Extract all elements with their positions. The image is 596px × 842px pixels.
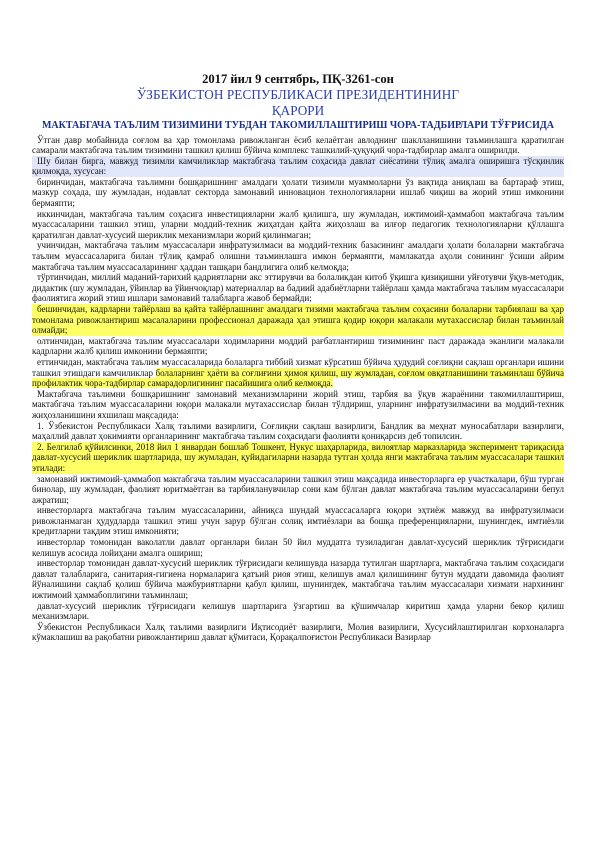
paragraph: Ўтган давр мобайнида соғлом ва ҳар томонлама ривожланган ёсиб келаётган авлоднинг шаклланишини таъминлашга қаратилган самарали мактабгача таълим тизимини ташкил қилиш бўйича комплекс ташкилий-ҳуқуқий чора-тадбирлар амалга оширилди. xyxy=(32,134,564,156)
numbered-clause: 1. Ўзбекистон Республикаси Халқ таълими вазирлиги, Соғлиқни сақлаш вазирлиги, Бандлик ва меҳнат муносабатлари вазирлиги, маҳаллий давлат ҳокимияти органларининг мактабгача таълим соҳасидаги фаолияти қониқарсиз деб топилсин. xyxy=(32,420,564,442)
list-item: учинчидан, мактабгача таълим муассасалари инфратузилмаси ва моддий-техник базасининг амалдаги ҳолати болаларни мактабгача таълим муассасаларига билан тўлиқ қамраб олишни таъминлашга имкон бермаяпти, мамлакатда аҳоли сонининг ўсиши айрим мактабгача таълим муассасаларининг ҳаддан ташқари бандлигига олиб келмоқда; xyxy=(32,240,564,272)
list-item: инвесторлар томонидан ваколатли давлат органлари билан 50 йил муддатга тузиладиган давлат-хусусий шериклик тўғрисидаги келишув асосида лойиҳани амалга ошириш; xyxy=(32,537,564,558)
list-item: инвесторлар томонидан давлат-хусусий шериклик тўғрисидаги келишувда назарда тутилган шартларга, мактабгача таълим соҳасидаги давлат талабларига, санитария-гигиена нормаларига қатъий риоя этиш, келишув амал қилишининг бутун муддати давомида фаолият йўналишини сақлаб қолиш бўйича мажбуриятларни қабул қилиш, шунингдек, мактабгача таълим муассасалари хизмати нархининг ижтимоий ҳаммабоплигини таъминлаш; xyxy=(32,558,564,601)
decree-date-number: 2017 йил 9 сентябрь, ПҚ-3261-сон xyxy=(202,72,394,86)
paragraph: Мактабгача таълимни бошқаришнинг замонавий механизмларини жорий этиш, тарбия ва ўқув жараёнини такомиллаштириш, мактабгача таълим муассасаларини юқори малакали мутахассислар билан тўлдириш, уларнинг инфратузилмасини ва моддий-техник жиҳозланишини яхшилаш мақсадида: xyxy=(32,388,564,420)
decree-issuer-title: ЎЗБЕКИСТОН РЕСПУБЛИКАСИ ПРЕЗИДЕНТИНИНГ xyxy=(136,87,460,102)
list-item: бешинчидан, кадрларни тайёрлаш ва қайта тайёрлашнинг амалдаги тизими мактабгача таълим соҳасини болаларни тарбиялаш ва ҳар томонлама ривожлантириш масалаларини профессионал даражада ҳал этишга қодир юқори малакали мутахассислар билан таъминлай олмайди; xyxy=(32,304,564,336)
list-item xyxy=(32,357,564,389)
paragraph: Шу билан бирга, мавжуд тизимли камчиликлар мактабгача таълим соҳасида давлат сиёсатини тўлиқ амалга оширишга тўсқинлик қилмоқда, хусусан: xyxy=(32,155,564,177)
list-item: замонавий ижтимоий-ҳаммабоп мактабгача таълим муассасаларини ташкил этиш мақсадида инвесторларга ер участкалари, бўш турган бинолар, шу жумладан, фаолият юритмаётган ва тарбияланувчилар сони кам бўлган давлат мактабгача таълим муассасаларини бепул ажратиш; xyxy=(32,473,564,505)
highlighted-text: болаларнинг ҳаёти ва соғлиғини ҳимоя қилиш, шу жумладан, соғлом овқатланишини таъминлаш бўйича профилактик чора-тадбирлар самарадорлигининг пасайишига олиб келмоқда. xyxy=(32,367,565,389)
list-item: давлат-хусусий шериклик тўғрисидаги келишув шартларига ўзгартиш ва қўшимчалар киритиш ҳамда уларни бекор қилиш механизмлари. xyxy=(32,600,564,622)
list-item-text: еттинчидан, мактабгача таълим муассасаларида болаларга тиббий хизмат кўрсатиш бўйича ҳудудий соғлиқни сақлаш органлари ишини ташкил этишдаги камчиликлар xyxy=(32,356,564,378)
decree-type-title: ҚАРОРИ xyxy=(271,102,325,118)
list-item: олтинчидан, мактабгача таълим муассасалари ходимларини моддий рағбатлантириш тизимининг паст даражада эканлиги малакали кадрларни жалб қилиш имконини бермаяпти; xyxy=(32,335,564,357)
paragraph: Ўзбекистон Республикаси Халқ таълими вазирлиги Иқтисодиёт вазирлиги, Молия вазирлиги, Хусусийлаштирилган корхоналарга кўмаклашиш ва рақобатни ривожлантириш давлат қўмитаси, Қорақалпоғистон Республикаси Вазирлар xyxy=(32,621,564,643)
decree-body xyxy=(32,135,564,644)
numbered-clause: 2. Белгилаб қўйилсинки, 2018 йил 1 январдан бошлаб Тошкент, Нукус шаҳарларида, вилоятлар марказларида эксперимент тариқасида давлат-хусусий шериклик шартларида, шу жумладан, қуйидагиларни назарда тутган ҳолда янги мактабгача таълим муассасалари ташкил этилади: xyxy=(32,441,564,473)
list-item: инвесторларга мактабгача таълим муассасаларини, айниқса шундай муассасаларга юқори эҳтиёж мавжуд ва инфратузилмаси ривожланмаган ҳудудларда ташкил этиш учун зарур бўлган солиқ имтиёзлари ва бошқа преференцияларни, шунингдек, имтиёзли кредитларни тақдим этиш имконияти; xyxy=(32,505,564,537)
list-item: биринчидан, мактабгача таълимни бошқаришнинг амалдаги ҳолати тизимли муаммоларни ўз вақтида аниқлаш ва бартараф этиш, мазкур соҳада, шу жумладан, нодавлат секторда замонавий инновацион технологияларни ишлаб чиқиш ва жорий этиш имконини бермаяпти; xyxy=(32,176,564,209)
decree-page xyxy=(32,72,564,643)
list-item: иккинчидан, мактабгача таълим соҳасига инвестицияларни жалб қилишга, шу жумладан, ижтимоий-ҳаммабоп мактабгача таълим муассасаларини ташкил этиш, уларни моддий-техник жиҳатдан қайта жиҳозлаш ва илғор педагогик технологияларни қўллашга қаратилган давлат-хусусий шериклик механизмлари жорий қилинмаган; xyxy=(32,208,564,240)
list-item: тўртинчидан, миллий маданий-тарихий қадриятларни акс эттирувчи ва болаликдан китоб ўқишга қизиқишни уйғотувчи ўқув-методик, дидактик (шу жумладан, ўйинлар ва ўйинчоқлар) материаллар ва бадиий адабиётларни тайёрлаш ҳамда мактабгача таълим муассасалари фаолиятига жорий этиш ишлари замонавий талабларга жавоб бермайди; xyxy=(32,272,564,304)
decree-subject-title: МАКТАБГАЧА ТАЪЛИМ ТИЗИМИНИ ТУБДАН ТАКОМИЛЛАШТИРИШ ЧОРА-ТАДБИРЛАРИ ТЎҒРИСИДА xyxy=(41,120,555,131)
